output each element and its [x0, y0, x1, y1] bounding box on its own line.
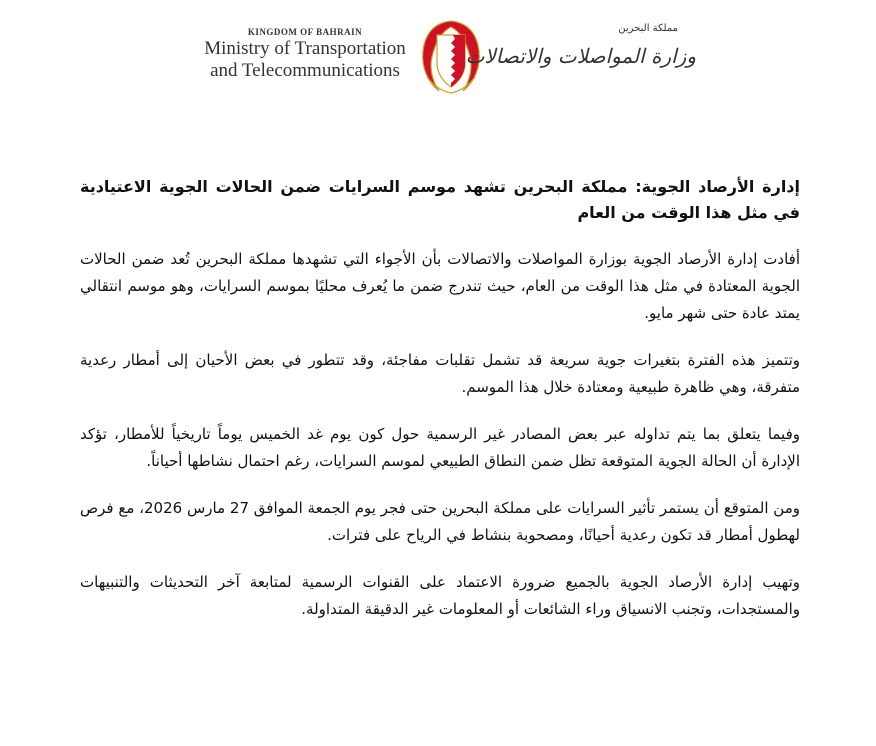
- letterhead: [0, 0, 876, 110]
- paragraph: وفيما يتعلق بما يتم تداوله عبر بعض المصادر غير الرسمية حول كون يوم غد الخميس يوماً تاريخياً للأمطار، تؤكد الإدارة أن الحالة الجوية المتوقعة تظل ضمن النطاق الطبيعي لموسم السرايات، رغم احتمال نشاطها أحياناً.: [80, 425, 800, 470]
- english-ministry-name: [196, 26, 414, 82]
- paragraph: وتهيب إدارة الأرصاد الجوية بالجميع ضرورة الاعتماد على القنوات الرسمية لمتابعة آخر التحديثات والتنبيهات والمستجدات، وتجنب الانسياق وراء الشائعات أو المعلومات غير الدقيقة المتداولة.: [80, 573, 800, 618]
- paragraph: وتتميز هذه الفترة بتغيرات جوية سريعة قد تشمل تقلبات مفاجئة، وقد تتطور في بعض الأحيان إلى أمطار رعدية متفرقة، وهي ظاهرة طبيعية ومعتادة خلال هذا الموسم.: [80, 351, 800, 396]
- ar-kingdom-label: مملكة البحرين: [618, 23, 678, 34]
- arabic-ministry-name: [465, 22, 696, 76]
- en-ministry-line-2: and Telecommunications: [210, 60, 400, 81]
- en-ministry-line-1: Ministry of Transportation: [204, 38, 406, 59]
- press-release-body: [80, 174, 800, 643]
- en-kingdom-label: KINGDOM OF BAHRAIN: [247, 27, 363, 37]
- paragraph: ومن المتوقع أن يستمر تأثير السرايات على مملكة البحرين حتى فجر يوم الجمعة الموافق 27 مارس 2026، مع فرص لهطول أمطار قد تكون رعدية أحيانًا، ومصحوبة بنشاط في الرياح على فترات.: [80, 499, 801, 544]
- ar-ministry-name: وزارة المواصلات والاتصالات: [465, 44, 696, 68]
- paragraph: أفادت إدارة الأرصاد الجوية بوزارة المواصلات والاتصالات بأن الأجواء التي تشهدها مملكة البحرين تُعد ضمن الحالات الجوية المعتادة في مثل هذا الوقت من العام، حيث تندرج ضمن ما يُعرف محليًا بموسم السرايات، وهو موسم انتقالي يمتد عادة حتى شهر مايو.: [80, 250, 800, 322]
- article-title: إدارة الأرصاد الجوية: مملكة البحرين تشهد موسم السرايات ضمن الحالات الجوية الاعتيادية في مثل هذا الوقت من العام: [80, 177, 800, 222]
